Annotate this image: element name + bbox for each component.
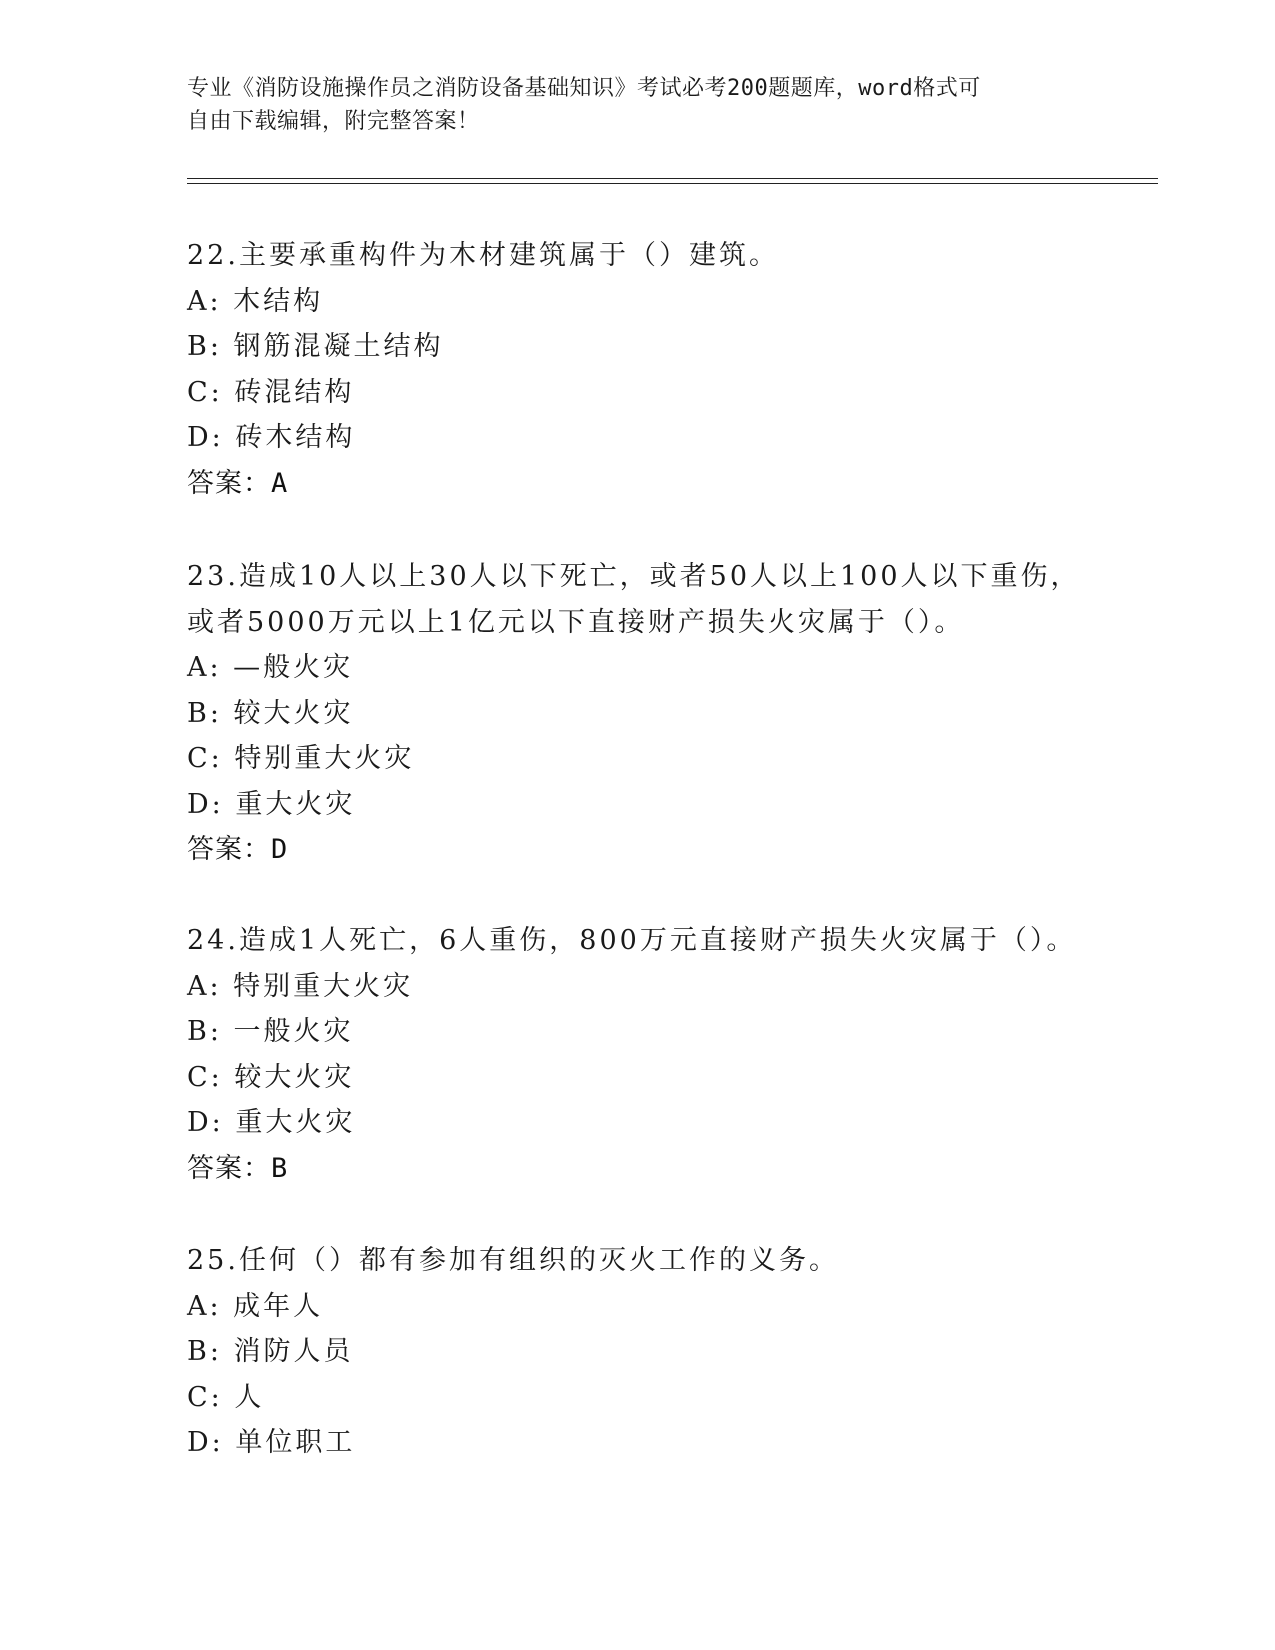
option-a: A: 成年人 xyxy=(187,1290,324,1322)
answer: 答案：B xyxy=(187,1152,289,1184)
header-title-line-1: 专业《消防设施操作员之消防设备基础知识》考试必考200题题库，word格式可 xyxy=(187,76,981,101)
question-24 xyxy=(187,918,1147,1191)
option-c: C: 较大火灾 xyxy=(187,1061,355,1093)
question-stem: 25.任何（）都有参加有组织的灭火工作的义务。 xyxy=(187,1245,839,1276)
question-stem: 23.造成10人以上30人以下死亡，或者50人以上100人以下重伤， xyxy=(187,561,1081,592)
option-d: D: 单位职工 xyxy=(187,1427,356,1458)
question-22 xyxy=(187,233,1147,506)
question-23 xyxy=(187,554,1147,873)
option-b: B: 消防人员 xyxy=(187,1336,354,1367)
option-c: C: 人 xyxy=(187,1381,265,1413)
option-c: C: 砖混结构 xyxy=(187,376,355,408)
question-stem-continued: 或者5000万元以上1亿元以下直接财产损失火灾属于（）。 xyxy=(187,606,965,638)
option-c: C: 特别重大火灾 xyxy=(187,743,415,774)
question-stem: 22.主要承重构件为木材建筑属于（）建筑。 xyxy=(187,240,779,271)
option-a: A: 特别重大火灾 xyxy=(187,970,414,1002)
option-b: B: 较大火灾 xyxy=(187,697,354,729)
option-a: A: 木结构 xyxy=(187,285,324,317)
option-b: B: 钢筋混凝土结构 xyxy=(187,331,444,362)
option-d: D: 重大火灾 xyxy=(187,788,356,820)
option-a: A: —般火灾 xyxy=(187,652,354,683)
header-divider-bottom xyxy=(187,183,1158,184)
option-d: D: 重大火灾 xyxy=(187,1107,356,1138)
option-b: B: 一般火灾 xyxy=(187,1016,354,1047)
answer: 答案：A xyxy=(187,467,289,499)
question-stem: 24.造成1人死亡，6人重伤，800万元直接财产损失火灾属于（）。 xyxy=(187,925,1077,956)
question-25 xyxy=(187,1238,1147,1466)
answer: 答案：D xyxy=(187,834,289,865)
header-title-line-2: 自由下载编辑，附完整答案！ xyxy=(187,109,480,134)
header-divider-top xyxy=(187,178,1158,179)
option-d: D: 砖木结构 xyxy=(187,422,356,453)
document-header xyxy=(187,72,1087,138)
